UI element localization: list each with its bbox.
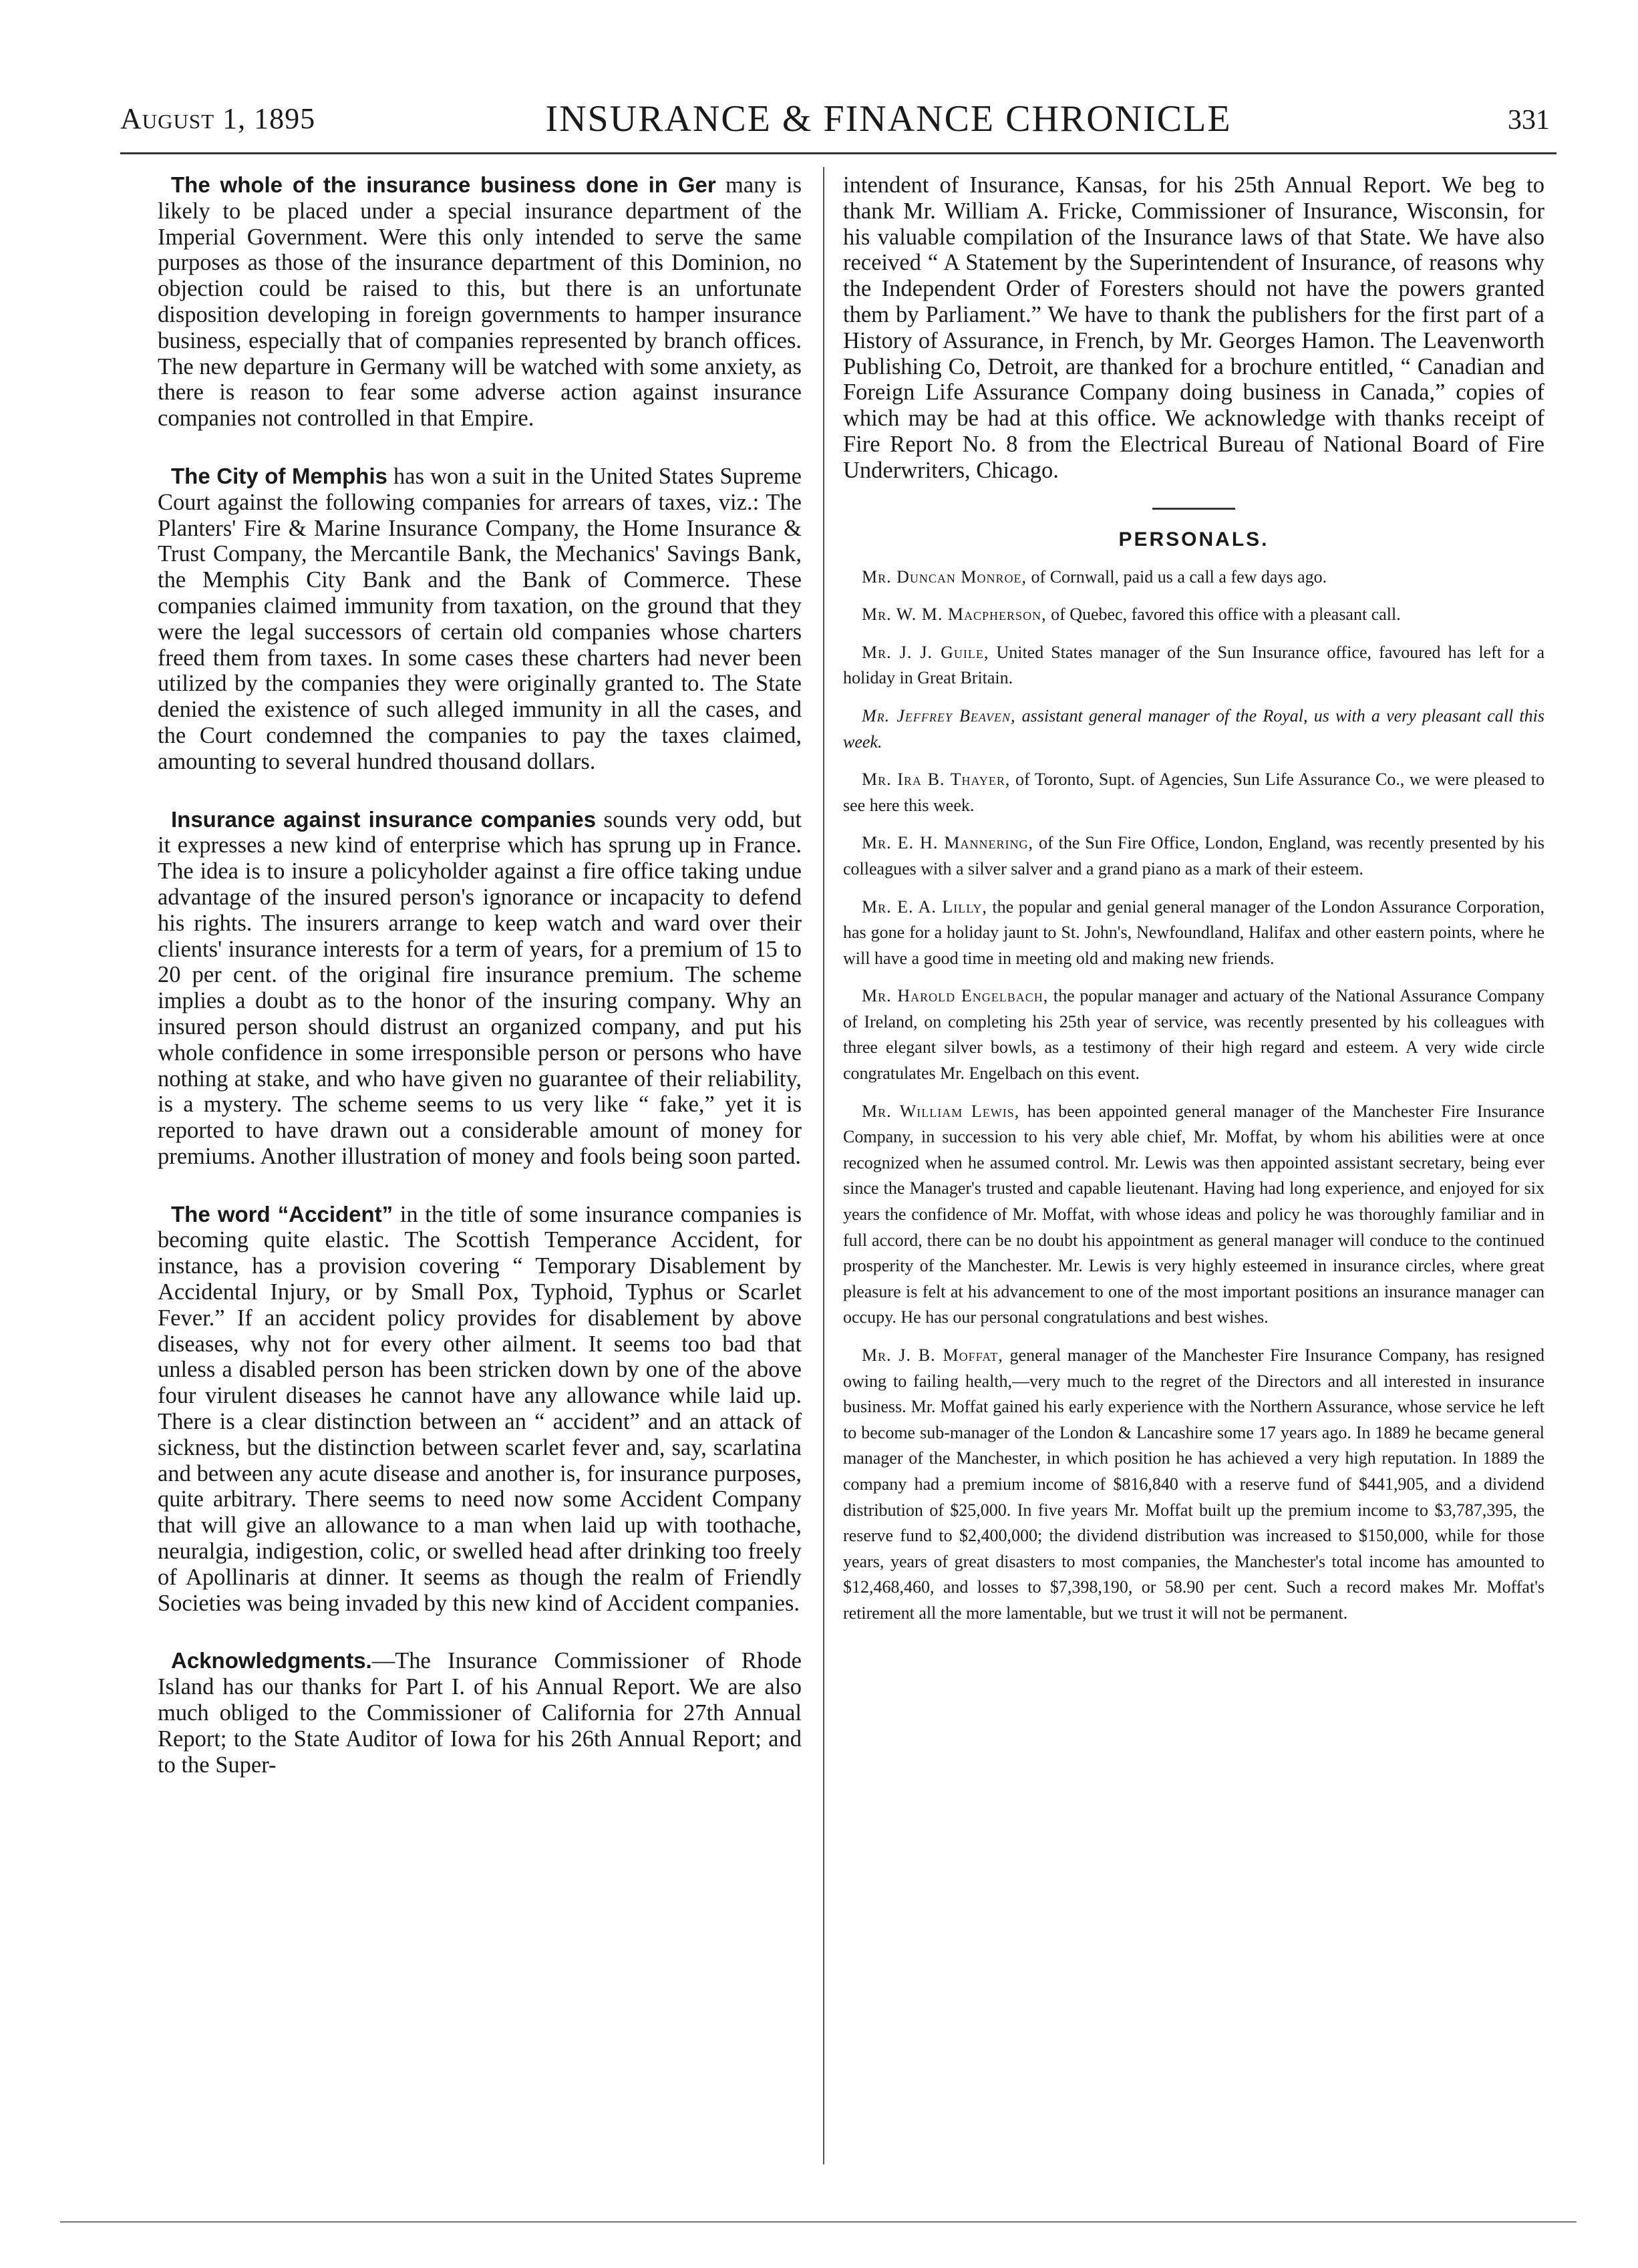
article-memphis — [158, 464, 802, 775]
article-accident — [158, 1202, 802, 1617]
article-lead: The City of Memphis — [171, 463, 387, 488]
publication-title: INSURANCE & FINANCE CHRONICLE — [545, 98, 1232, 140]
header-rule — [120, 152, 1557, 154]
article-body: —The Insurance Commissioner of Rhode Island has our thanks for Part I. of his Annual Report. We are also much obliged to the Commissioner of California for 27th Annual Report; to the State Auditor of Iowa for his 26th Annual Report; and to the Super- — [158, 1648, 802, 1778]
personal-item — [843, 1099, 1544, 1331]
personal-text: general manager of the Manchester Fire Insurance Company, has resigned owing to failing health,—very much to the regret of the Directors and all interested in insurance business. Mr. Moffat gained his early experience with the Northern Assurance, whose service he left to become sub-manager of the London & Lancashire some 17 years ago. In 1889 he became general manager of the Manchester, in which position he has achieved a very high reputation. In 1889 the company had a premium income of $816,840 with a reserve fund of $441,905, and a dividend distribution of $25,000. In five years Mr. Moffat built up the premium income to $3,787,395, the reserve fund to $2,400,000; the dividend distribution was increased to $150,000, while for those years, years of great disasters to most companies, the Manchester's total income has amounted to $12,468,460, and losses to $7,398,190, or 58.90 per cent. Such a record makes Mr. Moffat's retirement all the more lamentable, but we trust it will not be permanent. — [843, 1345, 1544, 1623]
article-body: has won a suit in the United States Supreme Court against the following companies for arrears of taxes, viz.: The Planters' Fire & Marine Insurance Company, the Home Insurance & Trust Company, the Mercantile Bank, the Mechanics' Savings Bank, the Memphis City Bank and the Bank of Commerce. These companies claimed immunity from taxation, on the ground that they were the legal successors of certain old companies whose charters freed them from taxes. In some cases these charters had never been utilized by the companies they were originally granted to. The State denied the existence of such alleged immunity in all the cases, and the Court condemned the companies to pay the taxes claimed, amounting to several hundred thousand dollars. — [158, 463, 802, 774]
article-lead: The whole of the insurance business done in Ger — [171, 172, 716, 197]
personal-text: of Toronto, Supt. of Agencies, Sun Life Assurance Co., we were pleased to see here this week. — [843, 770, 1544, 815]
personal-text: United States manager of the Sun Insurance office, favoured has left for a holiday in Great Britain. — [843, 642, 1544, 688]
personal-name: Mr. Duncan Monroe, — [862, 566, 1027, 587]
personal-item — [843, 703, 1544, 755]
personal-text: of the Sun Fire Office, London, England, was recently presented by his colleagues with a silver salver and a grand piano as a mark of their esteem. — [843, 833, 1545, 878]
personal-name: Mr. J. B. Moffat, — [862, 1345, 1003, 1365]
personal-item — [843, 602, 1544, 628]
personal-name: Mr. Ira B. Thayer, — [862, 770, 1011, 790]
personal-text: assistant general manager of the Royal, us with a very pleasant call this week. — [843, 705, 1544, 752]
personal-item — [843, 983, 1544, 1086]
article-body: many is likely to be placed under a special insurance department of the Imperial Government. Were this only intended to serve the same purposes as those of the insurance department of this Dominion, no objection could be raised to this, but there is an unfortunate disposition developing in foreign governments to hamper insurance business, especially that of companies represented by branch offices. The new departure in Germany will be watched with some anxiety, as there is reason to fear some adverse action against insurance companies not controlled in that Empire. — [158, 172, 802, 432]
page-header — [120, 98, 1557, 148]
column-divider — [823, 167, 824, 2164]
article-lead: The word “Accident” — [171, 1201, 393, 1227]
personal-name: Mr. J. J. Guile, — [862, 642, 989, 662]
left-column — [158, 172, 802, 1810]
bottom-rule — [60, 2221, 1577, 2223]
personal-name: Mr. Harold Engelbach, — [862, 986, 1049, 1006]
personal-name: Mr. W. M. Macpherson, — [862, 605, 1047, 625]
article-lead: Acknowledgments. — [171, 1648, 372, 1673]
article-insurance-against-insurance — [158, 807, 802, 1170]
personal-text: the popular and genial general manager of the London Assurance Corporation, has gone for a holiday jaunt to St. John's, Newfoundland, Halifax and other eastern points, where he will have a good time in meeting old and making new friends. — [843, 897, 1544, 968]
personal-item — [843, 767, 1544, 818]
article-body: in the title of some insurance companies is becoming quite elastic. The Scottish Temperance Accident, for instance, has a provision covering “ Temporary Disablement by Accidental Injury, or by Small Pox, Typhoid, Typhus or Scarlet Fever.” If an accident policy provides for disablement by above diseases, why not for every other ailment. It seems too bad that unless a disabled person has been stricken down by one of the above four virulent diseases he cannot have any allowance while laid up. There is a clear distinction between an “ accident” and an attack of sickness, but the distinction between scarlet fever and, say, scarlatina and between any acute disease and another is, for insurance purposes, quite arbitrary. There seems to need now some Accident Company that will give an allowance to a man when laid up with toothache, neuralgia, indigestion, colic, or swelled head after drinking too freely of Apollinaris at dinner. It seems as though the realm of Friendly Societies was being invaded by this new kind of Accident companies. — [158, 1201, 802, 1616]
personal-text: has been appointed general manager of the Manchester Fire Insurance Company, in succession to his very able chief, Mr. Moffat, by whom his abilities were at once recognized when he assumed control. Mr. Lewis was then appointed assistant secretary, being ever since the Manager's trusted and capable lieutenant. Having had long experience, and enjoyed for six years the confidence of Mr. Moffat, with whose ideas and policy he was thoroughly familiar and in full accord, there can be no doubt his appointment as general manager will conduce to the continued prosperity of the Manchester. Mr. Lewis is very highly esteemed in insurance circles, where great pleasure is felt at his advancement to one of the most important positions an insurance manager can occupy. He has our personal congratulations and best wishes. — [843, 1101, 1544, 1327]
personal-name: Mr. E. A. Lilly, — [862, 897, 987, 917]
personal-item — [843, 640, 1544, 691]
section-rule — [1152, 508, 1235, 510]
article-body: sounds very odd, but it expresses a new kind of enterprise which has sprung up in France. The idea is to insure a policyholder against a fire office taking undue advantage of the insured person's ignorance or incapacity to defend his rights. The insurers arrange to keep watch and ward over their clients' insurance interests for a term of years, for a premium of 15 to 20 per cent. of the original fire insurance premium. The scheme implies a doubt as to the honor of the insuring company. Why an insured person should distrust an organized company, and put his whole confidence in some irresponsible person or persons who have nothing at stake, and who have given no guarantee of their reliability, is a mystery. The scheme seems to us very like “ fake,” yet it is reported to have drawn out a considerable amount of money for premiums. Another illustration of money and fools being soon parted. — [158, 806, 802, 1169]
personals-heading: PERSONALS. — [1118, 528, 1269, 550]
personal-text: of Cornwall, paid us a call a few days ago. — [1027, 566, 1327, 587]
right-column — [843, 172, 1544, 1639]
personal-item — [843, 895, 1544, 972]
article-lead: Insurance against insurance companies — [171, 806, 597, 832]
personal-text: of Quebec, favored this office with a pleasant call. — [1046, 605, 1401, 625]
personal-name: Mr. E. H. Mannering, — [862, 833, 1033, 853]
article-german-insurance — [158, 172, 802, 432]
issue-date: August 1, 1895 — [120, 102, 316, 135]
personal-name: Mr. Jeffrey Beaven, — [862, 705, 1016, 725]
acknowledgments-continued: intendent of Insurance, Kansas, for his 25th Annual Report. We beg to thank Mr. William A. Fricke, Commissioner of Insurance, Wisconsin, for his valuable compilation of the Insurance laws of that State. We have also received “ A Statement by the Superintendent of Insurance, of reasons why the Independent Order of Foresters should not have the powers granted them by Parliament.” We have to thank the publishers for the first part of a History of Assurance, in French, by Mr. Georges Hamon. The Leavenworth Publishing Co, Detroit, are thanked for a brochure entitled, “ Canadian and Foreign Life Assurance Company doing business in Canada,” copies of which may be had at this office. We acknowledge with thanks receipt of Fire Report No. 8 from the Electrical Bureau of National Board of Fire Underwriters, Chicago. — [843, 172, 1544, 483]
personal-name: Mr. William Lewis, — [862, 1101, 1020, 1121]
personal-item — [843, 830, 1544, 882]
personal-text: the popular manager and actuary of the National Assurance Company of Ireland, on completing his 25th year of service, was recently presented by his colleagues with three elegant silver bowls, as a testimony of their high regard and esteem. A very wide circle congratulates Mr. Engelbach on this event. — [843, 986, 1545, 1084]
personal-item — [843, 1343, 1544, 1627]
page-number: 331 — [1508, 105, 1550, 136]
article-acknowledgments — [158, 1648, 802, 1778]
personal-item — [843, 564, 1544, 591]
